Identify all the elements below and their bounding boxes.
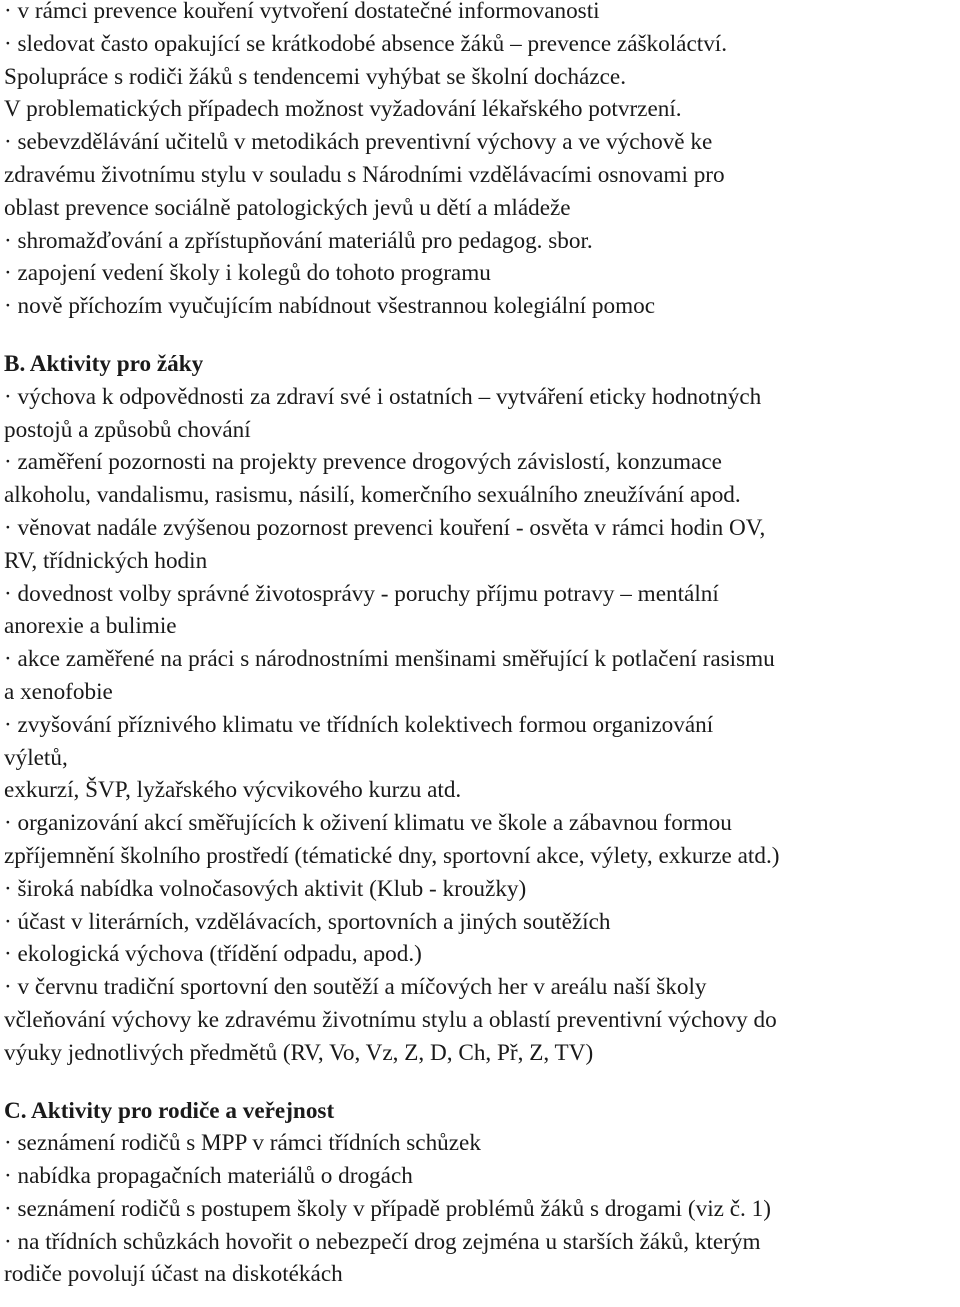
text-line: postojů a způsobů chování — [4, 416, 251, 443]
text-line: · ekologická výchova (třídění odpadu, apod.) — [4, 941, 422, 968]
section-b — [4, 348, 956, 1070]
text-line: oblast prevence sociálně patologických jevů u dětí a mládeže — [4, 194, 571, 221]
text-line: V problematických případech možnost vyžadování lékařského potvrzení. — [4, 96, 682, 123]
text-line: · shromažďování a zpřístupňování materiálů pro pedagog. sbor. — [4, 227, 593, 254]
section-heading-b: B. Aktivity pro žáky — [4, 350, 204, 377]
text-line: · široká nabídka volnočasových aktivit (Klub - kroužky) — [4, 875, 527, 902]
section-c — [4, 1095, 956, 1292]
text-line: · účast v literárních, vzdělávacích, sportovních a jiných soutěžích — [4, 908, 611, 935]
text-line: · výchova k odpovědnosti za zdraví své i ostatních – vytváření eticky hodnotných — [4, 383, 762, 410]
text-line: · nabídka propagačních materiálů o drogách — [4, 1163, 413, 1190]
text-line: · akce zaměřené na práci s národnostními menšinami směřující k potlačení rasismu — [4, 646, 775, 673]
text-line: výletů, — [4, 744, 68, 771]
section-heading-c: C. Aktivity pro rodiče a veřejnost — [4, 1097, 335, 1124]
text-line: a xenofobie — [4, 678, 113, 705]
text-line: alkoholu, vandalismu, rasismu, násilí, komerčního sexuálního zneužívání apod. — [4, 482, 741, 509]
text-line: · na třídních schůzkách hovořit o nebezpečí drog zejména u starších žáků, kterým — [4, 1228, 761, 1255]
text-line: Spolupráce s rodiči žáků s tendencemi vyhýbat se školní docházce. — [4, 63, 626, 90]
text-line: · sebevzdělávání učitelů v metodikách preventivní výchovy a ve výchově ke — [4, 129, 713, 156]
text-line: · zaměření pozornosti na projekty prevence drogových závislostí, konzumace — [4, 449, 722, 476]
text-line: · seznámení rodičů s MPP v rámci třídních schůzek — [4, 1130, 481, 1157]
text-line: · sledovat často opakující se krátkodobé absence žáků – prevence záškoláctví. — [4, 30, 728, 57]
text-line: RV, třídnických hodin — [4, 547, 208, 574]
text-line: exkurzí, ŠVP, lyžařského výcvikového kurzu atd. — [4, 777, 462, 804]
text-line: anorexie a bulimie — [4, 613, 177, 640]
text-line: · zvyšování příznivého klimatu ve třídních kolektivech formou organizování — [4, 711, 714, 738]
text-line: výuky jednotlivých předmětů (RV, Vo, Vz, Z, D, Ch, Př, Z, TV) — [4, 1039, 594, 1066]
text-line: · nově příchozím vyučujícím nabídnout všestrannou kolegiální pomoc — [4, 293, 656, 320]
document-page — [4, 0, 956, 1291]
text-line: zpříjemnění školního prostředí (tématické dny, sportovní akce, výlety, exkurze atd.) — [4, 842, 780, 869]
section-gap — [4, 1070, 956, 1095]
text-line: zdravému životnímu stylu v souladu s Národními vzdělávacími osnovami pro — [4, 161, 725, 188]
text-line: · seznámení rodičů s postupem školy v případě problémů žáků s drogami (viz č. 1) — [4, 1195, 771, 1222]
text-line: · v rámci prevence kouření vytvoření dostatečné informovanosti — [4, 0, 600, 24]
block-a — [4, 0, 956, 323]
text-line: · dovednost volby správné životosprávy - poruchy příjmu potravy – mentální — [4, 580, 719, 607]
text-line: · v červnu tradiční sportovní den soutěží a míčových her v areálu naší školy — [4, 974, 707, 1001]
text-line: včleňování výchovy ke zdravému životnímu stylu a oblastí preventivní výchovy do — [4, 1006, 777, 1033]
text-line: · věnovat nadále zvýšenou pozornost prevenci kouření - osvěta v rámci hodin OV, — [4, 514, 766, 541]
text-line: rodiče povolují účast na diskotékách — [4, 1261, 343, 1288]
section-gap — [4, 323, 956, 348]
text-line: · zapojení vedení školy i kolegů do tohoto programu — [4, 260, 491, 287]
text-line: · organizování akcí směřujících k oživení klimatu ve škole a zábavnou formou — [4, 810, 732, 837]
